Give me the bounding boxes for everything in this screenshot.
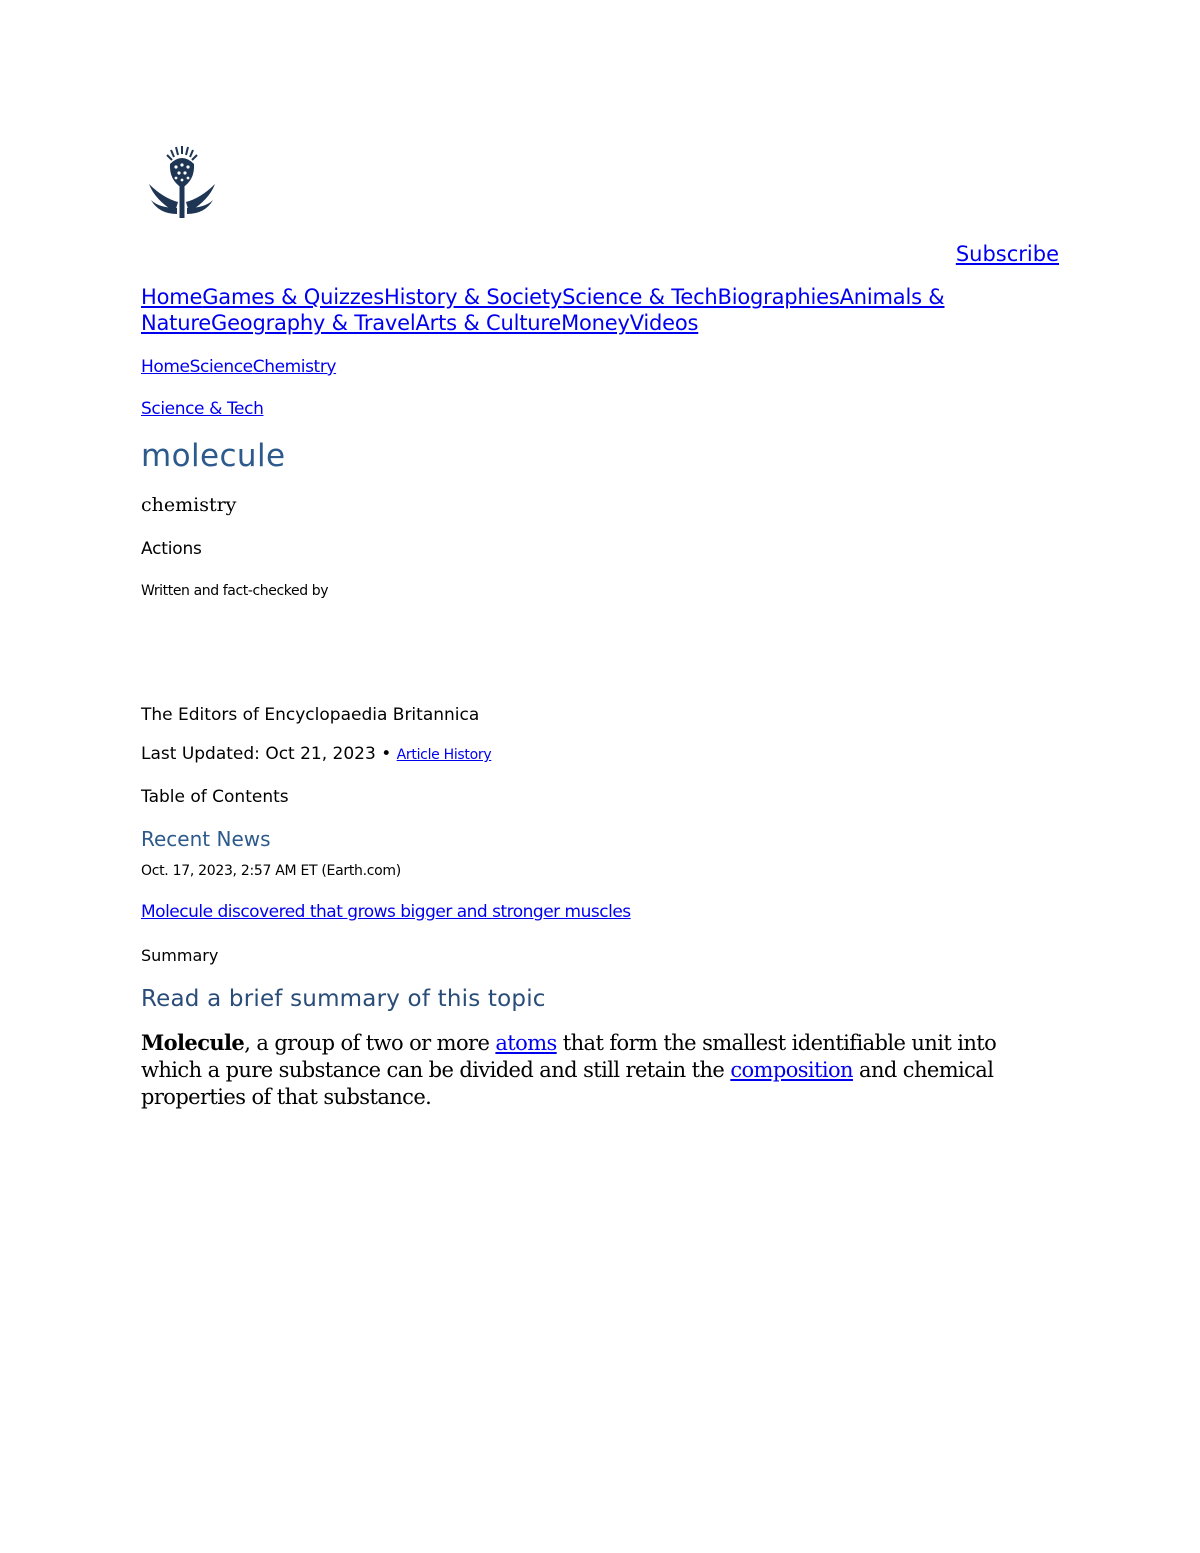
separator-bullet: • xyxy=(381,744,392,764)
page-subtitle: chemistry xyxy=(141,494,237,516)
last-updated xyxy=(141,743,491,766)
nav-item-animals-nature[interactable]: Animals & Nature xyxy=(141,285,945,335)
main-nav xyxy=(141,284,971,336)
breadcrumb-item-home[interactable]: Home xyxy=(141,357,190,377)
definition-text-2: that form the smallest identifiable unit into which a pure substance can be divided and still retain the xyxy=(141,1031,997,1082)
page-title: molecule xyxy=(141,438,286,474)
topic-link[interactable]: Science & Tech xyxy=(141,399,264,419)
news-date: Oct. 17, 2023, 2:57 AM ET (Earth.com) xyxy=(141,863,401,879)
definition-text-1: , a group of two or more xyxy=(244,1031,496,1055)
definition-text-3: and chemical properties of that substance. xyxy=(141,1058,994,1109)
news-headline-link[interactable]: Molecule discovered that grows bigger and stronger muscles xyxy=(141,902,631,922)
breadcrumb xyxy=(141,356,336,378)
summary-heading[interactable]: Read a brief summary of this topic xyxy=(141,986,546,1012)
nav-item-money[interactable]: Money xyxy=(561,311,630,335)
breadcrumb-item-science[interactable]: Science xyxy=(189,357,253,377)
written-by-label: Written and fact-checked by xyxy=(141,583,329,599)
nav-item-history-society[interactable]: History & Society xyxy=(383,285,563,309)
britannica-thistle-icon[interactable] xyxy=(145,142,219,222)
author-name: The Editors of Encyclopaedia Britannica xyxy=(141,705,480,725)
table-of-contents-button[interactable]: Table of Contents xyxy=(141,787,289,807)
subscribe-link[interactable]: Subscribe xyxy=(955,242,1059,266)
nav-item-science-tech[interactable]: Science & Tech xyxy=(562,285,718,309)
definition-paragraph xyxy=(141,1029,1041,1111)
definition-term: Molecule xyxy=(141,1030,245,1055)
atoms-link[interactable]: atoms xyxy=(495,1031,557,1055)
recent-news-heading: Recent News xyxy=(141,827,271,851)
article-history-link[interactable]: Article History xyxy=(396,747,492,763)
last-updated-date: Oct 21, 2023 xyxy=(265,744,376,764)
nav-item-arts-culture[interactable]: Arts & Culture xyxy=(415,311,562,335)
composition-link[interactable]: composition xyxy=(730,1058,853,1082)
actions-button[interactable]: Actions xyxy=(141,539,202,559)
nav-item-home[interactable]: Home xyxy=(141,285,203,309)
breadcrumb-item-chemistry[interactable]: Chemistry xyxy=(252,357,337,377)
nav-item-geography-travel[interactable]: Geography & Travel xyxy=(211,311,416,335)
nav-item-videos[interactable]: Videos xyxy=(629,311,699,335)
nav-item-biographies[interactable]: Biographies xyxy=(717,285,840,309)
nav-item-games-quizzes[interactable]: Games & Quizzes xyxy=(202,285,384,309)
summary-label: Summary xyxy=(141,946,219,965)
last-updated-label: Last Updated: xyxy=(141,744,260,764)
